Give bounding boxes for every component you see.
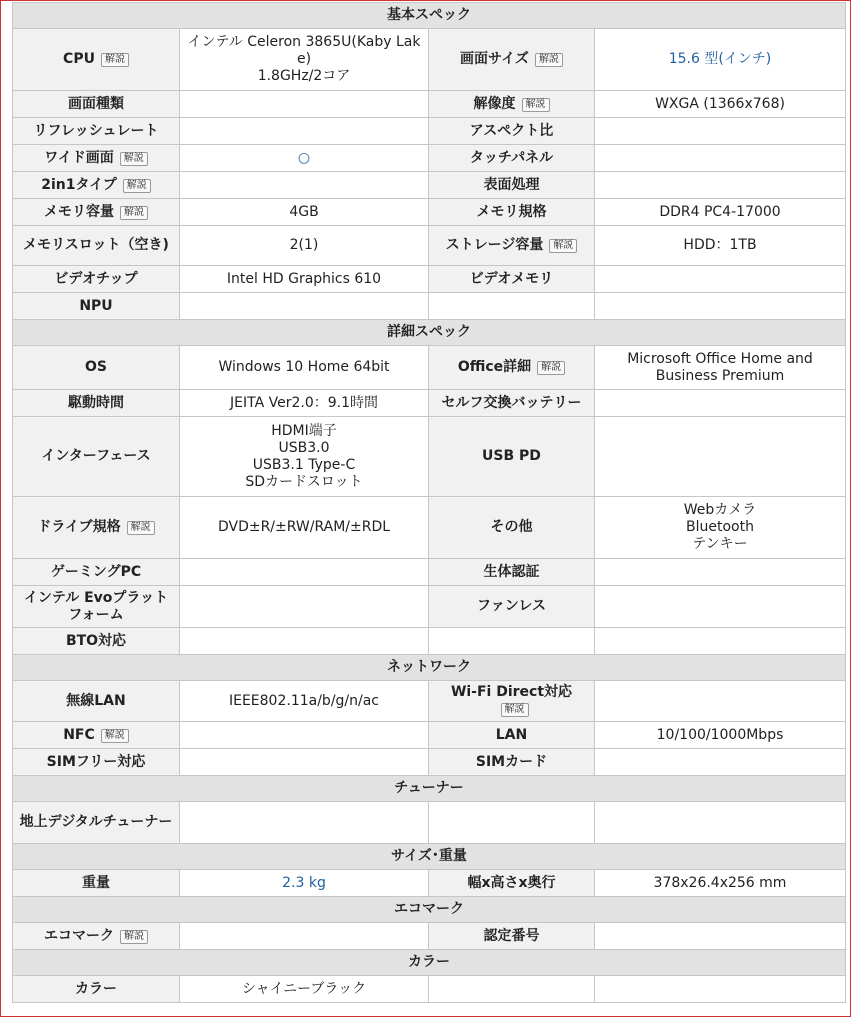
drive-label: ドライブ規格 解説 <box>13 497 180 559</box>
os-value: Windows 10 Home 64bit <box>180 346 429 390</box>
lan-value: 10/100/1000Mbps <box>595 722 846 749</box>
empty-cell <box>429 802 595 844</box>
dims-value: 378x26.4x256 mm <box>595 870 846 897</box>
empty-cell <box>429 628 595 655</box>
color-label: カラー <box>13 976 180 1003</box>
help-tag[interactable]: 解説 <box>522 98 550 112</box>
spec-table <box>12 2 846 1003</box>
screen-size-label: 画面サイズ 解説 <box>429 29 595 91</box>
section-tuner: チューナー <box>13 776 846 802</box>
evo-label: インテル Evoプラットフォーム <box>13 586 180 628</box>
section-eco: エコマーク <box>13 897 846 923</box>
bto-value <box>180 628 429 655</box>
wifidirect-value <box>595 681 846 722</box>
empty-cell <box>595 976 846 1003</box>
surface-value <box>595 172 846 199</box>
simfree-value <box>180 749 429 776</box>
self-battery-label: セルフ交換バッテリー <box>429 390 595 417</box>
wlan-value: IEEE802.11a/b/g/n/ac <box>180 681 429 722</box>
aspect-label: アスペクト比 <box>429 118 595 145</box>
storage-label: ストレージ容量 解説 <box>429 226 595 266</box>
office-label: Office詳細 解説 <box>429 346 595 390</box>
usbpd-label: USB PD <box>429 417 595 497</box>
empty-cell <box>429 976 595 1003</box>
help-tag[interactable]: 解説 <box>549 239 577 253</box>
video-chip-label: ビデオチップ <box>13 266 180 293</box>
nfc-value <box>180 722 429 749</box>
help-tag[interactable]: 解説 <box>101 53 129 67</box>
video-mem-label: ビデオメモリ <box>429 266 595 293</box>
dims-label: 幅x高さx奥行 <box>429 870 595 897</box>
eco-value <box>180 923 429 950</box>
help-tag[interactable]: 解説 <box>101 729 129 743</box>
npu-label: NPU <box>13 293 180 320</box>
bio-value <box>595 559 846 586</box>
touch-label: タッチパネル <box>429 145 595 172</box>
memory-label: メモリ容量 解説 <box>13 199 180 226</box>
refresh-value <box>180 118 429 145</box>
other-value: Webカメラ Bluetooth テンキー <box>595 497 846 559</box>
usbpd-value <box>595 417 846 497</box>
section-network: ネットワーク <box>13 655 846 681</box>
video-chip-value: Intel HD Graphics 610 <box>180 266 429 293</box>
self-battery-value <box>595 390 846 417</box>
empty-cell <box>595 802 846 844</box>
gaming-value <box>180 559 429 586</box>
bto-label: BTO対応 <box>13 628 180 655</box>
memory-std-label: メモリ規格 <box>429 199 595 226</box>
fanless-value <box>595 586 846 628</box>
section-basic: 基本スペック <box>13 3 846 29</box>
aspect-value <box>595 118 846 145</box>
twoinone-value <box>180 172 429 199</box>
wide-label: ワイド画面 解説 <box>13 145 180 172</box>
wlan-label: 無線LAN <box>13 681 180 722</box>
gaming-label: ゲーミングPC <box>13 559 180 586</box>
other-label: その他 <box>429 497 595 559</box>
evo-value <box>180 586 429 628</box>
tuner-label: 地上デジタルチューナー <box>13 802 180 844</box>
screen-size-link[interactable]: 15.6 型(インチ) <box>595 29 846 91</box>
cpu-value: インテル Celeron 3865U(Kaby Lak e) 1.8GHz/2コア <box>180 29 429 91</box>
help-tag[interactable]: 解説 <box>123 179 151 193</box>
bio-label: 生体認証 <box>429 559 595 586</box>
nfc-label: NFC 解説 <box>13 722 180 749</box>
wide-value: ○ <box>180 145 429 172</box>
help-tag[interactable]: 解説 <box>120 152 148 166</box>
resolution-label: 解像度 解説 <box>429 91 595 118</box>
help-tag[interactable]: 解説 <box>535 53 563 67</box>
empty-cell <box>429 293 595 320</box>
help-tag[interactable]: 解説 <box>120 206 148 220</box>
weight-label: 重量 <box>13 870 180 897</box>
memory-value: 4GB <box>180 199 429 226</box>
storage-value: HDD：1TB <box>595 226 846 266</box>
simfree-label: SIMフリー対応 <box>13 749 180 776</box>
interface-value: HDMI端子 USB3.0 USB3.1 Type-C SDカードスロット <box>180 417 429 497</box>
screen-type-label: 画面種類 <box>13 91 180 118</box>
cert-value <box>595 923 846 950</box>
interface-label: インターフェース <box>13 417 180 497</box>
color-value: シャイニーブラック <box>180 976 429 1003</box>
cert-label: 認定番号 <box>429 923 595 950</box>
twoinone-label: 2in1タイプ 解説 <box>13 172 180 199</box>
npu-value <box>180 293 429 320</box>
memory-std-value: DDR4 PC4-17000 <box>595 199 846 226</box>
slot-value: 2(1) <box>180 226 429 266</box>
screen-type-value <box>180 91 429 118</box>
drive-value: DVD±R/±RW/RAM/±RDL <box>180 497 429 559</box>
help-tag[interactable]: 解説 <box>501 703 529 717</box>
help-tag[interactable]: 解説 <box>127 521 155 535</box>
cpu-label: CPU 解説 <box>13 29 180 91</box>
refresh-label: リフレッシュレート <box>13 118 180 145</box>
fanless-label: ファンレス <box>429 586 595 628</box>
section-detail: 詳細スペック <box>13 320 846 346</box>
battery-value: JEITA Ver2.0：9.1時間 <box>180 390 429 417</box>
resolution-value: WXGA (1366x768) <box>595 91 846 118</box>
video-mem-value <box>595 266 846 293</box>
eco-label: エコマーク 解説 <box>13 923 180 950</box>
weight-link[interactable]: 2.3 kg <box>180 870 429 897</box>
empty-cell <box>595 628 846 655</box>
battery-label: 駆動時間 <box>13 390 180 417</box>
section-size: サイズ･重量 <box>13 844 846 870</box>
section-color: カラー <box>13 950 846 976</box>
help-tag[interactable]: 解説 <box>120 930 148 944</box>
simcard-label: SIMカード <box>429 749 595 776</box>
office-value: Microsoft Office Home and Business Premium <box>595 346 846 390</box>
tuner-value <box>180 802 429 844</box>
lan-label: LAN <box>429 722 595 749</box>
surface-label: 表面処理 <box>429 172 595 199</box>
touch-value <box>595 145 846 172</box>
empty-cell <box>595 293 846 320</box>
wifidirect-label: Wi-Fi Direct対応 解説 <box>429 681 595 722</box>
slot-label: メモリスロット（空き) <box>13 226 180 266</box>
os-label: OS <box>13 346 180 390</box>
help-tag[interactable]: 解説 <box>537 361 565 375</box>
simcard-value <box>595 749 846 776</box>
